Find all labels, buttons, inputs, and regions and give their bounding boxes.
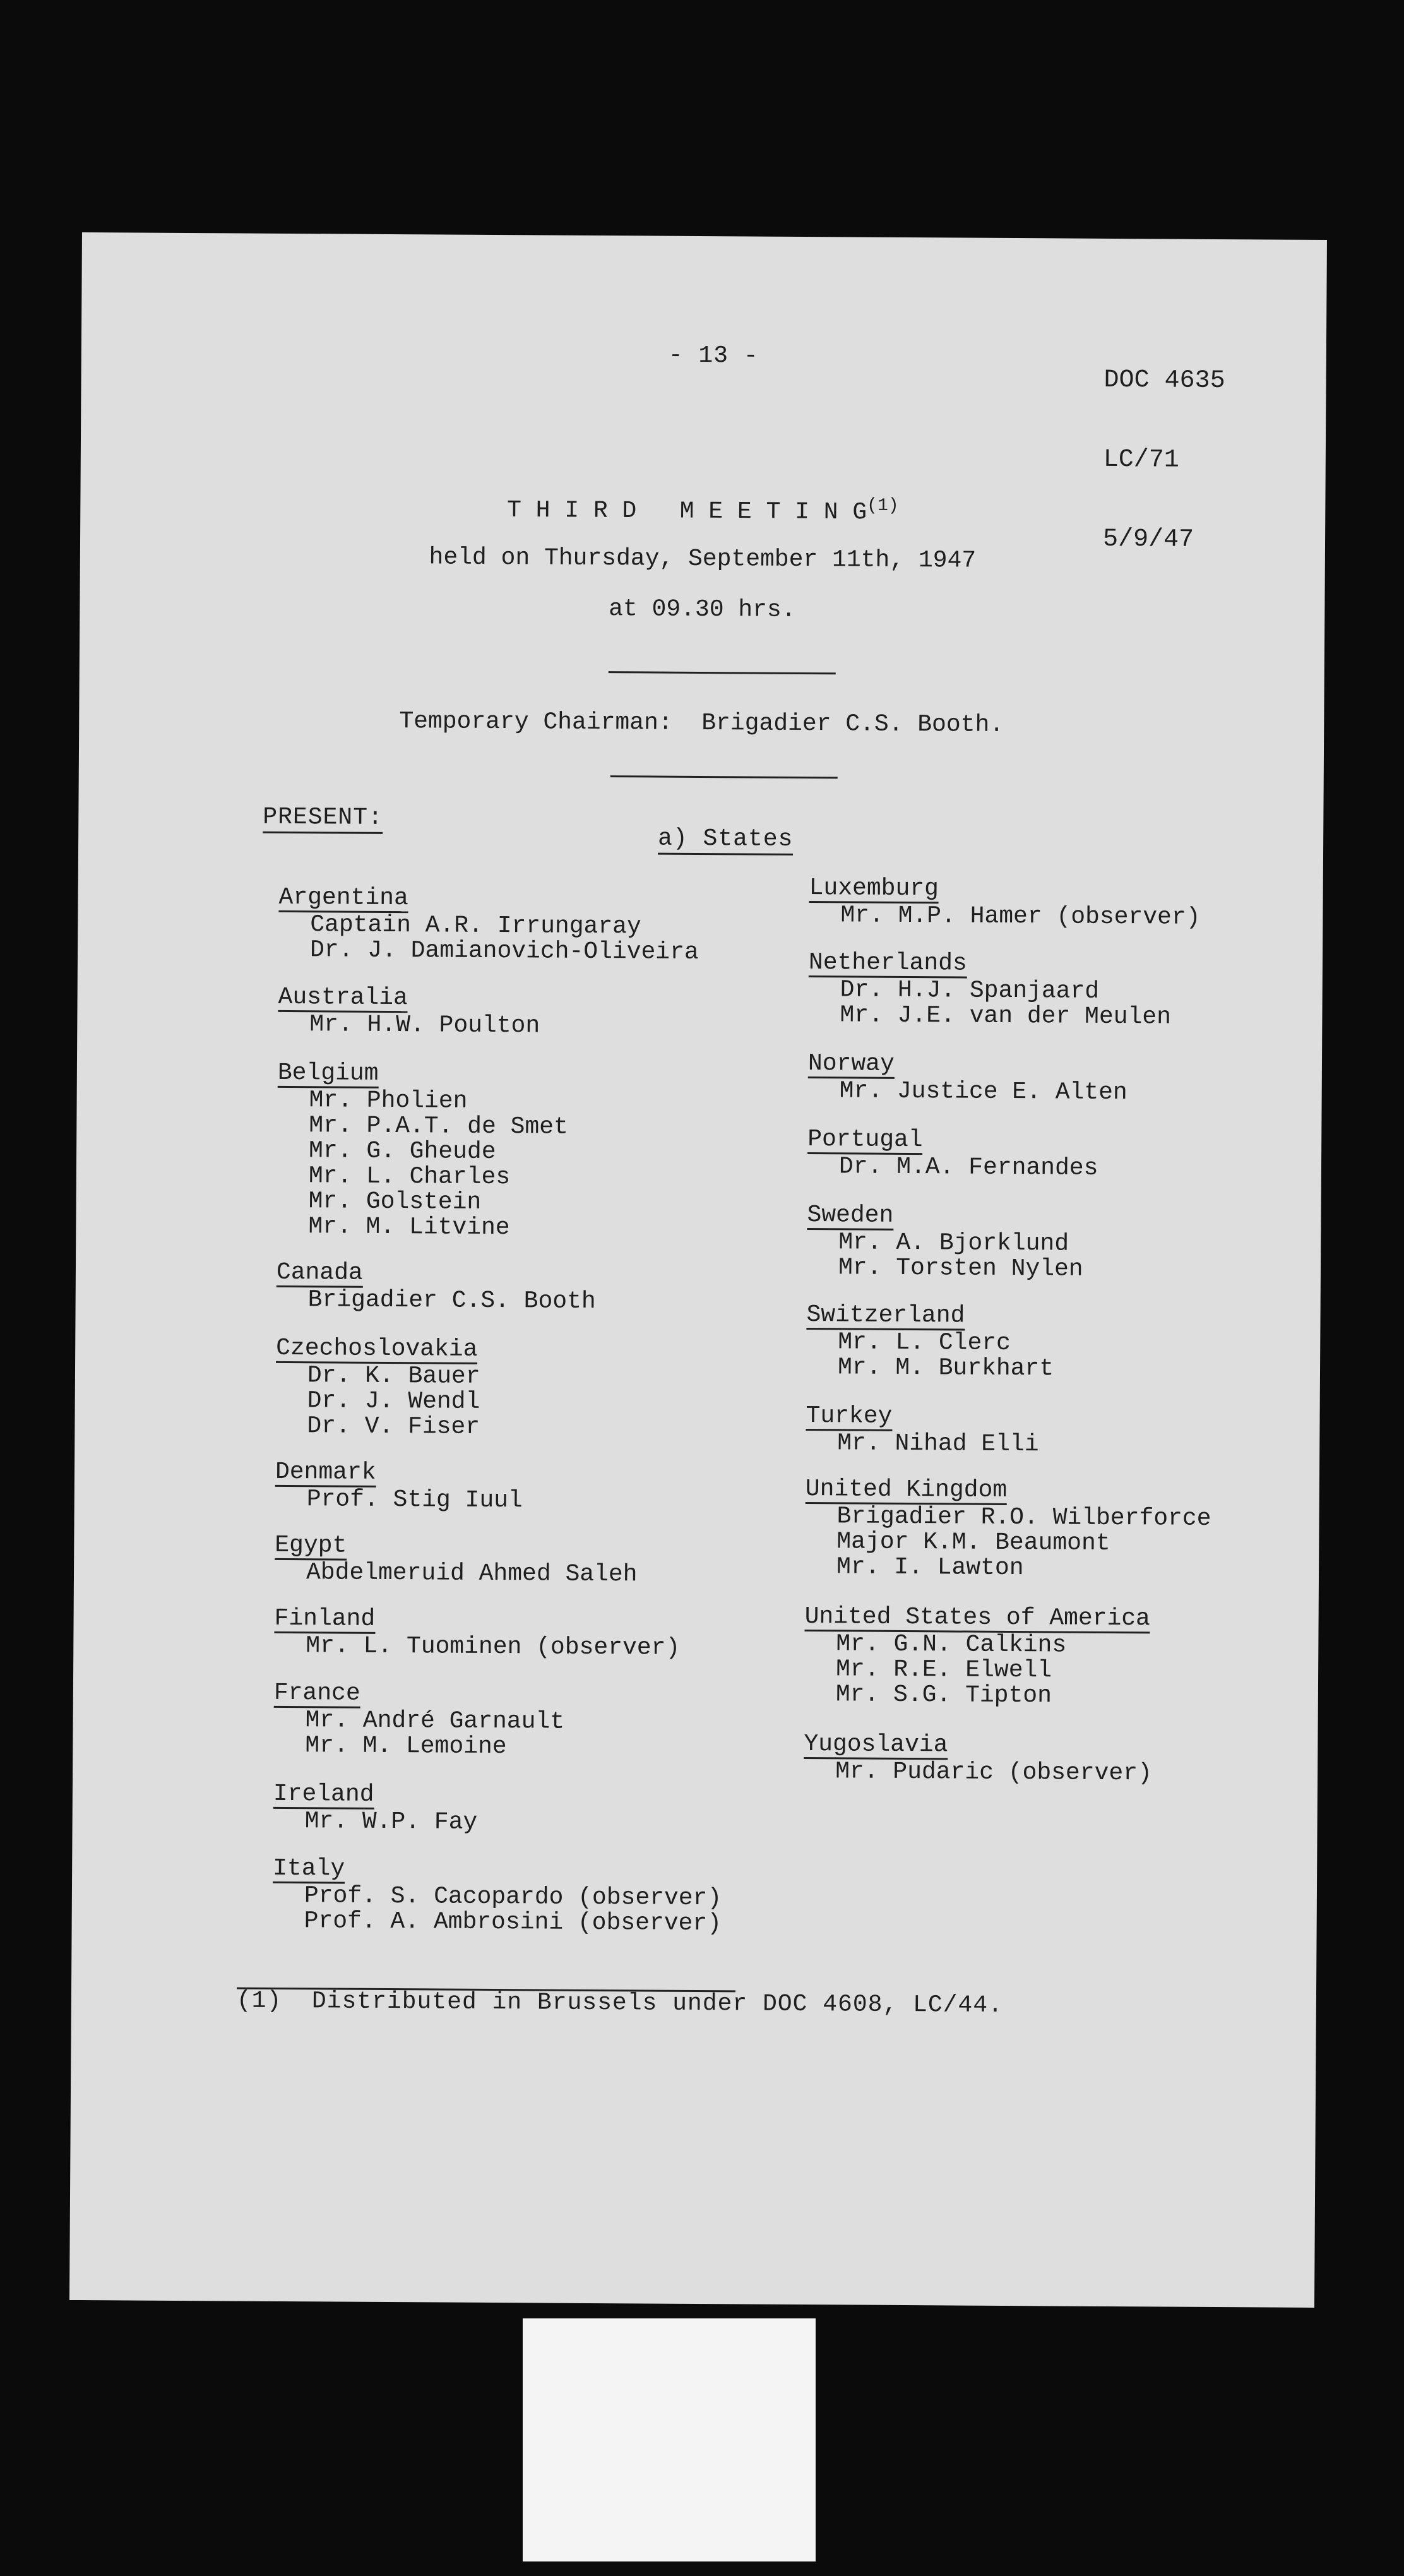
delegate-name: Mr. S.G. Tipton	[835, 1681, 1052, 1710]
country-block	[274, 1606, 680, 1661]
country-block	[804, 1732, 1152, 1786]
delegate-name: Mr. H.W. Poulton	[309, 1011, 540, 1040]
country-block	[807, 1203, 1083, 1282]
delegate-name: Mr. M. Burkhart	[837, 1354, 1054, 1383]
delegate-name: Mr. I. Lawton	[836, 1553, 1024, 1582]
delegate-name: Mr. L. Charles	[308, 1162, 511, 1191]
footnote: (1) Distributed in Brussels under DOC 4608, LC/44.	[236, 1987, 1004, 2019]
delegate-name: Dr. J. Damianovich-Oliveira	[309, 936, 699, 966]
country-block	[277, 1061, 568, 1241]
delegate-name: Mr. Torsten Nylen	[838, 1254, 1083, 1283]
delegate-name: Captain A.R. Irrungaray	[310, 911, 641, 941]
country-name: Netherlands	[808, 949, 967, 977]
country-block	[804, 1604, 1150, 1709]
delegate-name: Mr. Pholien	[309, 1087, 468, 1115]
delegate-name: Mr. André Garnault	[305, 1707, 565, 1736]
country-name: Norway	[807, 1050, 895, 1078]
delegate-name: Mr. M.P. Hamer (observer)	[840, 902, 1201, 931]
delegate-name: Abdelmeruid Ahmed Saleh	[306, 1559, 638, 1589]
states-subheading: a) States	[658, 826, 793, 852]
delegate-name: Mr. R.E. Elwell	[835, 1655, 1052, 1685]
delegate-name: Mr. M. Lemoine	[305, 1732, 507, 1761]
country-name: Ireland	[273, 1780, 374, 1808]
country-name: Canada	[276, 1258, 363, 1287]
divider-top	[609, 671, 836, 674]
delegate-name: Prof. S. Cacopardo (observer)	[304, 1882, 722, 1912]
country-block	[275, 1533, 638, 1588]
delegate-name: Major K.M. Beaumont	[836, 1528, 1110, 1557]
doc-ref-line: DOC 4635	[1104, 366, 1225, 396]
country-block	[273, 1782, 478, 1835]
document-page	[69, 232, 1327, 2308]
delegate-name: Mr. G. Gheude	[308, 1137, 496, 1166]
delegate-name: Mr. P.A.T. de Smet	[309, 1112, 568, 1141]
country-block	[806, 1404, 1039, 1457]
footnote-marker: (1)	[867, 496, 899, 516]
delegate-name: Mr. L. Clerc	[838, 1328, 1011, 1357]
delegate-name: Prof. A. Ambrosini (observer)	[304, 1907, 722, 1938]
country-block	[273, 1681, 564, 1760]
country-block	[278, 885, 699, 965]
delegate-name: Mr. L. Tuominen (observer)	[306, 1632, 681, 1662]
delegate-name: Dr. V. Fiser	[307, 1412, 480, 1441]
delegate-name: Dr. M.A. Fernandes	[838, 1153, 1098, 1182]
divider-bottom	[610, 775, 838, 778]
country-block	[278, 985, 540, 1039]
delegate-name: Brigadier C.S. Booth	[307, 1286, 596, 1316]
country-block	[275, 1336, 480, 1440]
country-block	[806, 1303, 1054, 1381]
page-number: - 13 -	[668, 342, 759, 370]
delegate-name: Mr. Nihad Elli	[837, 1429, 1039, 1458]
country-name: Denmark	[275, 1458, 376, 1486]
country-block	[277, 1260, 597, 1315]
delegate-name: Mr. Pudaric (observer)	[835, 1758, 1152, 1787]
country-name: Belgium	[277, 1059, 379, 1087]
delegate-name: Mr. G.N. Calkins	[836, 1630, 1067, 1659]
delegate-name: Dr. J. Wendl	[307, 1387, 480, 1416]
meeting-time: at 09.30 hrs.	[609, 595, 796, 624]
country-name: United States of America	[804, 1603, 1151, 1633]
delegate-name: Dr. K. Bauer	[307, 1362, 480, 1390]
delegate-name: Brigadier R.O. Wilberforce	[836, 1503, 1211, 1532]
country-name: Luxemburg	[809, 874, 939, 903]
doc-ref-line: LC/71	[1103, 445, 1179, 475]
target-card	[523, 2318, 816, 2561]
country-name: Argentina	[278, 883, 408, 912]
delegate-name: Mr. J.E. van der Meulen	[840, 1001, 1172, 1031]
delegate-name: Prof. Stig Iuul	[306, 1486, 523, 1515]
country-block	[808, 950, 1171, 1030]
delegate-name: Mr. W.P. Fay	[304, 1808, 478, 1836]
country-name: Switzerland	[806, 1301, 965, 1330]
country-block	[807, 1127, 1098, 1181]
doc-ref-line: 5/9/47	[1102, 525, 1194, 554]
country-block	[809, 876, 1201, 931]
country-name: Sweden	[807, 1202, 894, 1229]
country-block	[273, 1856, 722, 1936]
country-block	[808, 1051, 1128, 1106]
country-name: Egypt	[275, 1531, 347, 1559]
delegate-name: Mr. Golstein	[308, 1188, 482, 1216]
country-name: Finland	[274, 1604, 376, 1633]
country-block	[805, 1477, 1211, 1582]
chairman-line: Temporary Chairman: Brigadier C.S. Booth.	[399, 708, 1004, 739]
country-name: Yugoslavia	[804, 1731, 948, 1759]
country-name: Turkey	[806, 1402, 893, 1430]
meeting-title-text: T H I R D M E E T I N G	[506, 496, 867, 527]
delegate-name: Mr. Justice E. Alten	[839, 1077, 1127, 1107]
delegate-name: Dr. H.J. Spanjaard	[840, 976, 1100, 1005]
country-name: Portugal	[807, 1126, 923, 1154]
country-name: Italy	[273, 1854, 345, 1883]
country-block	[275, 1460, 523, 1513]
country-name: United Kingdom	[805, 1476, 1008, 1504]
delegate-name: Mr. M. Litvine	[308, 1213, 510, 1242]
meeting-date: held on Thursday, September 11th, 1947	[429, 544, 977, 575]
country-name: France	[273, 1679, 360, 1707]
country-name: Australia	[278, 983, 408, 1012]
delegate-name: Mr. A. Bjorklund	[838, 1229, 1069, 1258]
present-heading: PRESENT:	[263, 805, 383, 831]
country-name: Czechoslovakia	[276, 1334, 478, 1363]
